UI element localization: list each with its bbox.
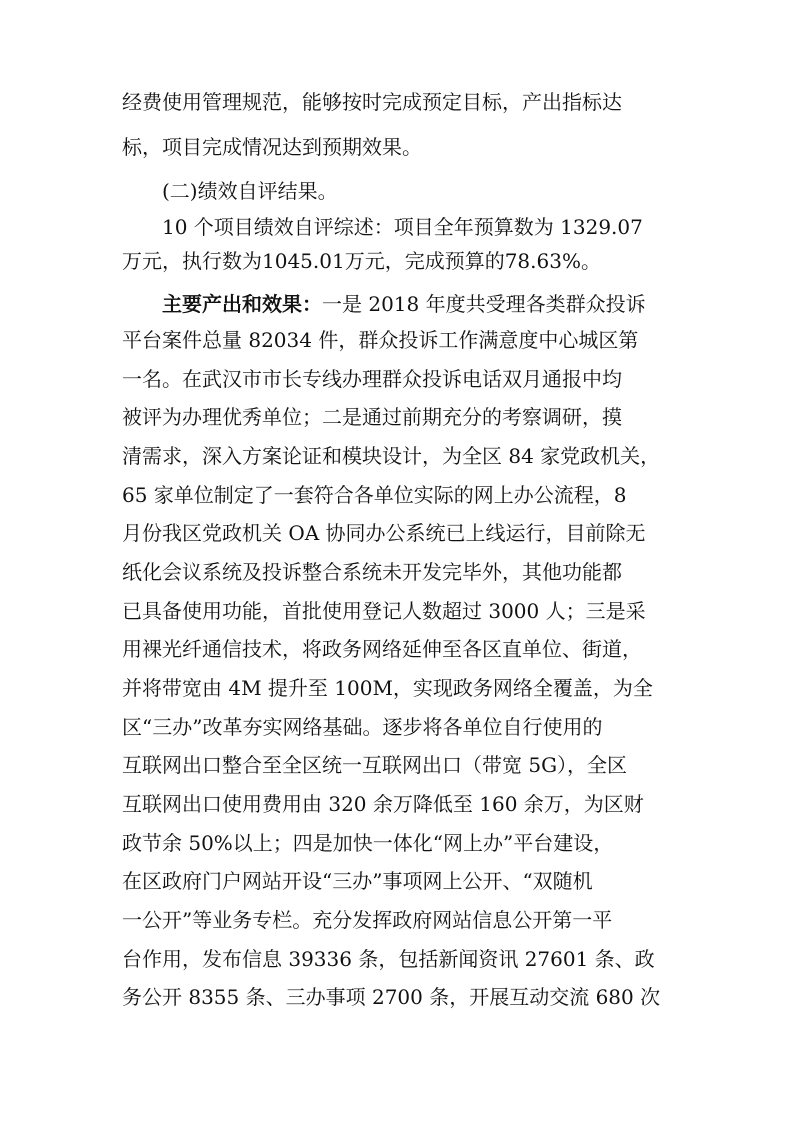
paragraph-line: 被评为办理优秀单位；二是通过前期充分的考察调研，摸	[122, 405, 622, 429]
paragraph-line: 互联网出口整合至全区统一互联网出口（带宽 5G），全区	[122, 753, 628, 777]
paragraph-line: 互联网出口使用费用由 320 余万降低至 160 余万，为区财	[122, 792, 644, 816]
paragraph-line-with-label	[162, 289, 682, 319]
paragraph-line: 标，项目完成情况达到预期效果。	[122, 135, 422, 159]
paragraph-line: 平台案件总量 82034 件，群众投诉工作满意度中心城区第	[122, 328, 639, 352]
paragraph-line: 务公开 8355 条、三办事项 2700 条，开展互动交流 680 次	[122, 985, 661, 1009]
paragraph-line: 在区政府门户网站开设“三办”事项网上公开、“双随机	[122, 869, 593, 893]
paragraph-line: 台作用，发布信息 39336 条，包括新闻资讯 27601 条、政	[122, 947, 655, 971]
paragraph-line: 已具备使用功能，首批使用登记人数超过 3000 人；三是采	[122, 599, 646, 623]
paragraph-line: 用裸光纤通信技术，将政务网络延伸至各区直单位、街道，	[122, 637, 642, 661]
paragraph-text: 一是 2018 年度共受理各类群众投诉	[322, 292, 646, 316]
bold-label: 主要产出和效果：	[162, 292, 322, 316]
paragraph-line: 一公开”等业务专栏。充分发挥政府网站信息公开第一平	[122, 908, 613, 932]
paragraph-line: 月份我区党政机关 OA 协同办公系统已上线运行，目前除无	[122, 521, 646, 545]
paragraph-line: 区“三办”改革夯实网络基础。逐步将各单位自行使用的	[122, 715, 603, 739]
paragraph-line: 一名。在武汉市市长专线办理群众投诉电话双月通报中均	[122, 367, 622, 391]
paragraph-line: 经费使用管理规范，能够按时完成预定目标，产出指标达	[122, 90, 622, 114]
paragraph-line: 65 家单位制定了一套符合各单位实际的网上办公流程，8	[122, 483, 627, 507]
paragraph-line: 清需求，深入方案论证和模块设计，为全区 84 家党政机关，	[122, 444, 661, 468]
paragraph-line: 并将带宽由 4M 提升至 100M，实现政务网络全覆盖，为全	[122, 676, 653, 700]
paragraph-line: 纸化会议系统及投诉整合系统未开发完毕外，其他功能都	[122, 560, 622, 584]
paragraph-line: 万元，执行数为1045.01万元，完成预算的78.63%。	[122, 249, 601, 273]
section-heading: (二)绩效自评结果。	[162, 179, 338, 203]
paragraph-line: 10 个项目绩效自评综述：项目全年预算数为 1329.07	[162, 215, 643, 239]
paragraph-line: 政节余 50%以上；四是加快一体化“网上办”平台建设，	[122, 831, 614, 855]
